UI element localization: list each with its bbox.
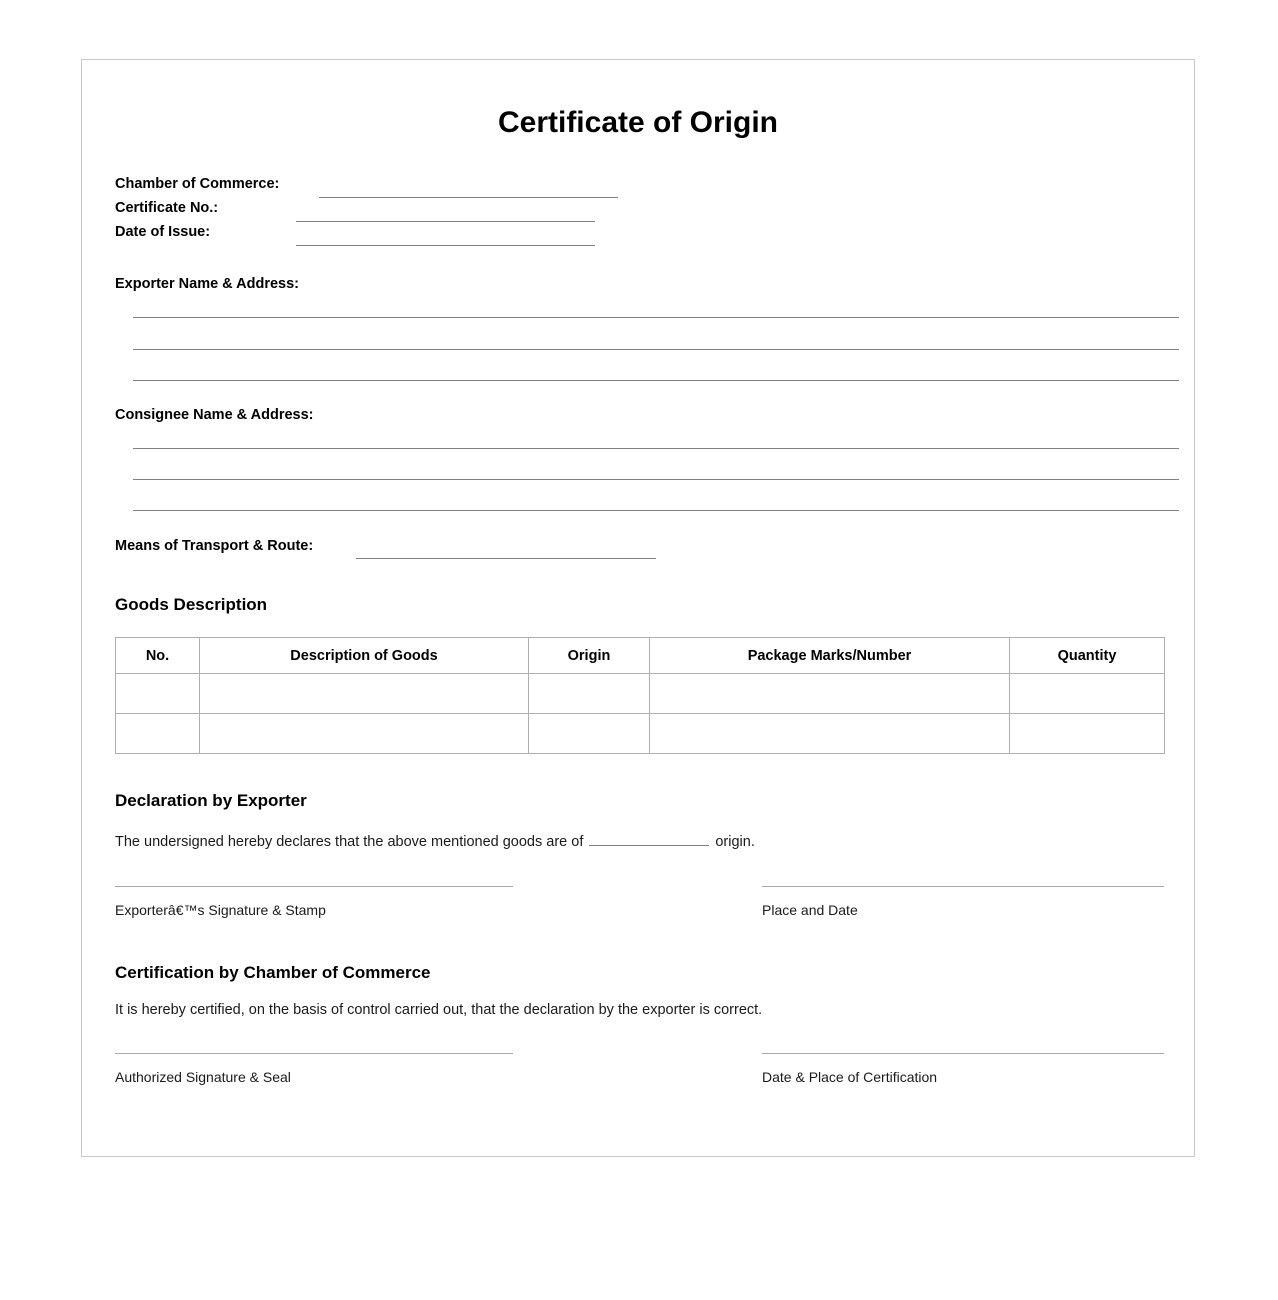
exporter-address-line-3[interactable] <box>133 380 1179 381</box>
exporter-place-date-line[interactable] <box>762 886 1164 887</box>
exporter-signature-line[interactable] <box>115 886 513 887</box>
cell-origin[interactable] <box>529 714 650 754</box>
certification-heading: Certification by Chamber of Commerce <box>115 963 431 982</box>
declaration-heading: Declaration by Exporter <box>115 791 307 810</box>
consignee-address-line-2[interactable] <box>133 479 1179 480</box>
cell-origin[interactable] <box>529 674 650 714</box>
goods-table <box>115 637 1165 754</box>
field-input-date-of-issue[interactable] <box>296 245 595 246</box>
cell-quantity[interactable] <box>1010 674 1165 714</box>
exporter-address-line-1[interactable] <box>133 317 1179 318</box>
field-label-certificate-no: Certificate No.: <box>115 200 219 216</box>
cell-package-marks[interactable] <box>650 674 1010 714</box>
certification-date-place-line[interactable] <box>762 1053 1164 1054</box>
consignee-address-line-1[interactable] <box>133 448 1179 449</box>
table-header-row <box>116 638 1165 674</box>
field-chamber-of-commerce <box>115 176 715 200</box>
transport-input[interactable] <box>356 558 656 559</box>
column-header-origin: Origin <box>529 638 650 674</box>
transport-label: Means of Transport & Route: <box>115 538 314 554</box>
table-row <box>116 674 1165 714</box>
declaration-paragraph <box>115 832 755 850</box>
declaration-origin-input[interactable] <box>589 832 709 846</box>
declaration-text-before: The undersigned hereby declares that the above mentioned goods are of <box>115 834 584 850</box>
cell-package-marks[interactable] <box>650 714 1010 754</box>
cell-no[interactable] <box>116 714 200 754</box>
consignee-section-label: Consignee Name & Address: <box>115 407 314 423</box>
field-label-chamber-of-commerce: Chamber of Commerce: <box>115 176 280 192</box>
document-page <box>81 59 1195 1157</box>
document-body <box>82 60 1194 1156</box>
column-header-package-marks: Package Marks/Number <box>650 638 1010 674</box>
exporter-signature-caption: Exporterâ€™s Signature & Stamp <box>115 902 326 918</box>
goods-description-heading: Goods Description <box>115 595 268 614</box>
declaration-text-after: origin. <box>715 834 755 850</box>
exporter-address-line-2[interactable] <box>133 349 1179 350</box>
cell-no[interactable] <box>116 674 200 714</box>
certification-date-place-caption: Date & Place of Certification <box>762 1069 938 1085</box>
cell-description[interactable] <box>200 714 529 754</box>
consignee-address-line-3[interactable] <box>133 510 1179 511</box>
authorized-signature-caption: Authorized Signature & Seal <box>115 1069 291 1085</box>
column-header-description: Description of Goods <box>200 638 529 674</box>
exporter-place-date-caption: Place and Date <box>762 902 858 918</box>
field-input-certificate-no[interactable] <box>296 221 595 222</box>
cell-description[interactable] <box>200 674 529 714</box>
authorized-signature-line[interactable] <box>115 1053 513 1054</box>
certification-paragraph: It is hereby certified, on the basis of control carried out, that the declaration by the exporter is correct. <box>115 1002 763 1018</box>
cell-quantity[interactable] <box>1010 714 1165 754</box>
exporter-section-label: Exporter Name & Address: <box>115 276 299 292</box>
field-date-of-issue <box>115 224 715 248</box>
column-header-quantity: Quantity <box>1010 638 1165 674</box>
table-row <box>116 714 1165 754</box>
field-input-chamber-of-commerce[interactable] <box>319 197 618 198</box>
field-certificate-no <box>115 200 715 224</box>
header-fields <box>115 176 715 248</box>
column-header-no: No. <box>116 638 200 674</box>
field-label-date-of-issue: Date of Issue: <box>115 224 211 240</box>
page-title: Certificate of Origin <box>497 106 779 139</box>
